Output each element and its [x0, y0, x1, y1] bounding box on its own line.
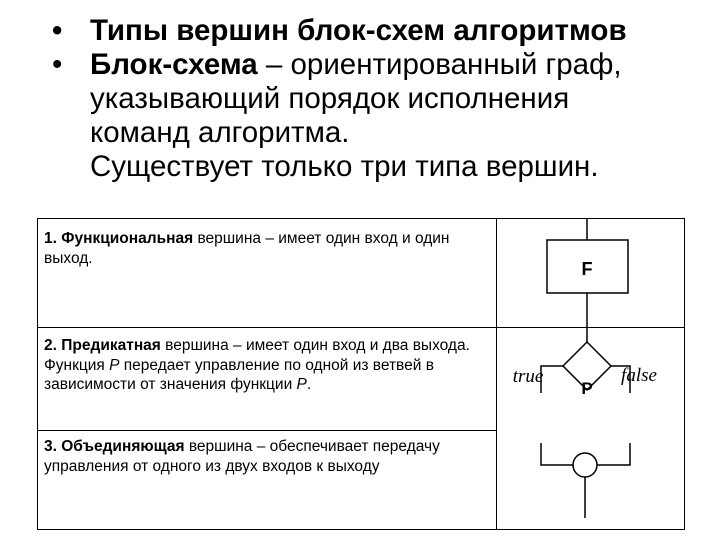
row-number: 3.	[44, 438, 57, 455]
definition-line3: команд алгоритма.	[90, 116, 350, 149]
definition-line4: Существует только три типа вершин.	[90, 150, 599, 183]
merge-circle	[573, 453, 597, 477]
row-number: 1.	[44, 230, 57, 247]
true-branch	[541, 366, 563, 393]
row-term: Предикатная	[61, 337, 161, 354]
row-number: 2.	[44, 337, 57, 354]
row-desc-part1: вершина – имеет один вход и два выхода. Функция	[44, 337, 470, 374]
functional-vertex-symbol	[547, 218, 628, 326]
row-desc: вершина – обеспечивает передачу управления от одного из двух входов к выходу	[44, 438, 440, 475]
row-var: Р	[109, 356, 120, 374]
predicate-vertex-symbol	[513, 326, 657, 398]
definition-term: Блок-схема	[90, 48, 258, 81]
row-var: Р	[296, 376, 307, 393]
row-term: Объединяющая	[61, 438, 185, 455]
row-term: Функциональная	[61, 230, 194, 247]
symbol-label: P	[581, 379, 593, 398]
bullet-marker: •	[52, 14, 63, 47]
slide-bullets	[52, 14, 712, 184]
bullet-marker: •	[52, 48, 63, 81]
definition-line1: – ориентированный граф,	[257, 48, 622, 81]
bullet-title-text: Типы вершин блок-схем алгоритмов	[90, 14, 627, 47]
symbol-label: F	[581, 259, 593, 279]
bullet-definition	[52, 48, 712, 184]
merge-vertex-symbol	[541, 443, 630, 518]
true-label: true	[512, 366, 544, 387]
bullet-title	[52, 14, 712, 48]
definition-line2: указывающий порядок исполнения	[90, 82, 570, 115]
false-label: false	[621, 365, 657, 386]
row-desc: вершина – имеет один вход и один выход.	[44, 230, 450, 267]
row-desc-part2: передает управление по одной из ветвей в зависимости от значения функции	[44, 356, 434, 393]
row-desc-part3: .	[306, 376, 312, 393]
